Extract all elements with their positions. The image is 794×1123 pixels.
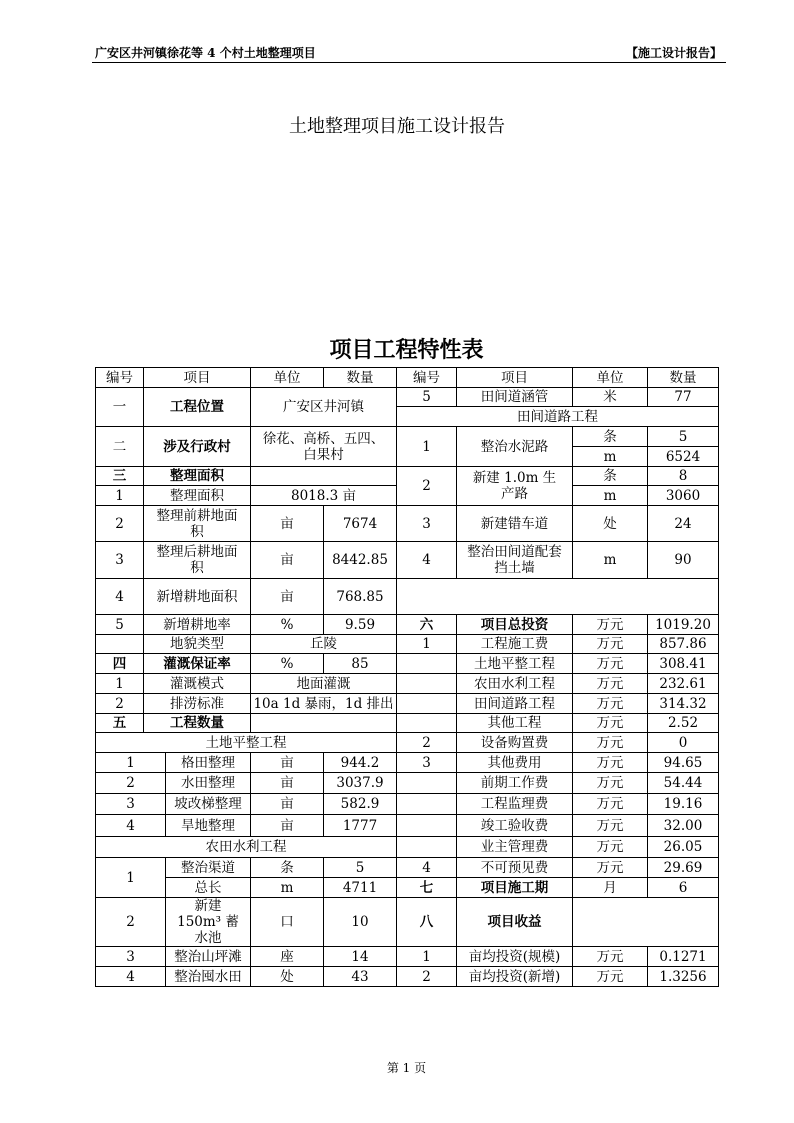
table-cell: 条 xyxy=(573,467,648,486)
table-cell: 1777 xyxy=(324,815,397,837)
table-cell: 整治田间道配套挡土墙 xyxy=(457,542,573,579)
table-row xyxy=(96,733,719,753)
table-cell: 29.69 xyxy=(648,858,719,878)
table-cell: 94.65 xyxy=(648,753,719,773)
table-cell: 丘陵 xyxy=(251,635,397,654)
table-cell: m xyxy=(573,486,648,506)
table-cell: 24 xyxy=(648,506,719,542)
table-cell-empty xyxy=(573,898,719,947)
table-cell: 土地平整工程 xyxy=(457,654,573,674)
table-cell: 14 xyxy=(324,947,397,967)
table-cell: m xyxy=(251,878,324,898)
table-cell: 1 xyxy=(96,674,144,694)
table-cell: 8442.85 xyxy=(324,542,397,579)
table-cell: 项目总投资 xyxy=(457,615,573,635)
table-cell-empty xyxy=(397,694,457,714)
table-cell: 768.85 xyxy=(324,579,397,615)
table-cell: 新建错车道 xyxy=(457,506,573,542)
table-cell-empty xyxy=(397,579,719,615)
table-cell-empty xyxy=(397,773,457,794)
table-cell: 不可预见费 xyxy=(457,858,573,878)
table-cell: 1 xyxy=(96,858,166,898)
table-cell: 五 xyxy=(96,714,144,733)
table-cell-empty xyxy=(96,635,144,654)
table-cell: 水田整理 xyxy=(166,773,251,794)
table-cell: 万元 xyxy=(573,773,648,794)
table-cell: 2 xyxy=(96,898,166,947)
table-header-cell: 数量 xyxy=(324,368,397,388)
table-row xyxy=(96,654,719,674)
table-cell-empty xyxy=(251,714,397,733)
table-cell: 田间道路工程 xyxy=(457,694,573,714)
table-cell: 工程数量 xyxy=(144,714,251,733)
table-row xyxy=(96,388,719,407)
table-cell: 万元 xyxy=(573,694,648,714)
table-cell: 万元 xyxy=(573,815,648,837)
table-cell: 2 xyxy=(96,773,166,794)
table-cell: 整治囤水田 xyxy=(166,967,251,987)
table-row xyxy=(96,878,719,898)
table-cell: 2 xyxy=(96,694,144,714)
table-row xyxy=(96,898,719,947)
table-row xyxy=(96,615,719,635)
table-cell: 2.52 xyxy=(648,714,719,733)
table-cell: 万元 xyxy=(573,794,648,815)
table-row xyxy=(96,542,719,579)
table-cell: 前期工作费 xyxy=(457,773,573,794)
table-cell: 亩 xyxy=(251,815,324,837)
table-row xyxy=(96,794,719,815)
table-cell-empty xyxy=(251,467,397,486)
table-cell: 2 xyxy=(96,506,144,542)
table-cell: 万元 xyxy=(573,615,648,635)
table-header-cell: 编号 xyxy=(397,368,457,388)
table-cell: 4 xyxy=(96,579,144,615)
table-cell: 四 xyxy=(96,654,144,674)
table-header-cell: 项目 xyxy=(457,368,573,388)
table-cell: 处 xyxy=(251,967,324,987)
table-cell: 2 xyxy=(397,967,457,987)
table-cell: 万元 xyxy=(573,967,648,987)
table-cell: 格田整理 xyxy=(166,753,251,773)
table-cell: 排涝标准 xyxy=(144,694,251,714)
table-cell: 10a 1d 暴雨，1d 排出 xyxy=(251,694,397,714)
table-row xyxy=(96,947,719,967)
table-cell: 314.32 xyxy=(648,694,719,714)
table-cell: 308.41 xyxy=(648,654,719,674)
table-row xyxy=(96,506,719,542)
table-cell: 1 xyxy=(397,635,457,654)
table-cell: 85 xyxy=(324,654,397,674)
table-cell: 6 xyxy=(648,878,719,898)
table-cell: 6524 xyxy=(648,447,719,467)
document-title: 土地整理项目施工设计报告 xyxy=(289,116,505,137)
table-cell: 项目施工期 xyxy=(457,878,573,898)
table-cell: 亩 xyxy=(251,506,324,542)
table-header-row xyxy=(96,368,719,388)
table-cell: 口 xyxy=(251,898,324,947)
table-cell: 582.9 xyxy=(324,794,397,815)
table-cell-empty xyxy=(397,837,457,858)
table-cell: 1 xyxy=(397,947,457,967)
table-cell: 万元 xyxy=(573,674,648,694)
table-cell: 4711 xyxy=(324,878,397,898)
table-cell: 工程位置 xyxy=(144,388,251,427)
table-cell: 整治渠道 xyxy=(166,858,251,878)
table-cell: 三 xyxy=(96,467,144,486)
table-cell: 10 xyxy=(324,898,397,947)
table-cell: 7674 xyxy=(324,506,397,542)
table-cell-empty xyxy=(397,654,457,674)
table-cell: 90 xyxy=(648,542,719,579)
table-row xyxy=(96,714,719,733)
running-header xyxy=(92,45,726,63)
table-cell: 54.44 xyxy=(648,773,719,794)
table-cell: m xyxy=(573,447,648,467)
table-cell: 4 xyxy=(96,815,166,837)
table-cell: 整理面积 xyxy=(144,486,251,506)
table-cell: 整治水泥路 xyxy=(457,427,573,467)
table-cell: 亩 xyxy=(251,542,324,579)
table-cell: 0.1271 xyxy=(648,947,719,967)
table-cell: 亩 xyxy=(251,773,324,794)
table-cell: 新建 1.0m 生产路 xyxy=(457,467,573,506)
table-cell: 其他费用 xyxy=(457,753,573,773)
table-cell: 4 xyxy=(96,967,166,987)
table-row xyxy=(96,773,719,794)
table-cell: 灌溉模式 xyxy=(144,674,251,694)
table-cell: 26.05 xyxy=(648,837,719,858)
table-cell-empty xyxy=(397,794,457,815)
table-row xyxy=(96,815,719,837)
table-cell: 32.00 xyxy=(648,815,719,837)
table-header-cell: 单位 xyxy=(573,368,648,388)
table-header-cell: 单位 xyxy=(251,368,324,388)
table-row xyxy=(96,694,719,714)
table-cell: 座 xyxy=(251,947,324,967)
table-cell-empty xyxy=(397,674,457,694)
table-cell: 亩 xyxy=(251,579,324,615)
table-cell: 8018.3 亩 xyxy=(251,486,397,506)
table-cell: 亩均投资(规模) xyxy=(457,947,573,967)
table-cell: 新建 150m³ 蓄水池 xyxy=(166,898,251,947)
table-cell: 2 xyxy=(397,733,457,753)
table-cell: 亩 xyxy=(251,794,324,815)
table-cell: 新增耕地率 xyxy=(144,615,251,635)
table-cell: 灌溉保证率 xyxy=(144,654,251,674)
table-row xyxy=(96,967,719,987)
table-cell: 徐花、高桥、五四、白果村 xyxy=(251,427,397,467)
table-cell: % xyxy=(251,615,324,635)
table-cell: 万元 xyxy=(573,858,648,878)
table-cell: 5 xyxy=(96,615,144,635)
table-cell: 万元 xyxy=(573,753,648,773)
table-cell: 万元 xyxy=(573,733,648,753)
table-cell: 地貌类型 xyxy=(144,635,251,654)
table-cell: 944.2 xyxy=(324,753,397,773)
table-cell: 3 xyxy=(96,794,166,815)
table-section-cell: 农田水利工程 xyxy=(96,837,397,858)
table-cell: 工程施工费 xyxy=(457,635,573,654)
table-cell: 处 xyxy=(573,506,648,542)
table-cell: 万元 xyxy=(573,635,648,654)
table-cell: 涉及行政村 xyxy=(144,427,251,467)
table-row xyxy=(96,635,719,654)
table-cell: 米 xyxy=(573,388,648,407)
table-cell: 二 xyxy=(96,427,144,467)
table-cell: 项目收益 xyxy=(457,898,573,947)
table-header-cell: 数量 xyxy=(648,368,719,388)
table-cell-empty xyxy=(397,815,457,837)
table-cell: 857.86 xyxy=(648,635,719,654)
table-section-cell: 田间道路工程 xyxy=(397,407,719,427)
table-cell: 其他工程 xyxy=(457,714,573,733)
table-cell: 亩均投资(新增) xyxy=(457,967,573,987)
table-cell: 工程监理费 xyxy=(457,794,573,815)
table-cell: 亩 xyxy=(251,753,324,773)
table-cell: 设备购置费 xyxy=(457,733,573,753)
table-cell: 3 xyxy=(397,506,457,542)
table-row xyxy=(96,674,719,694)
table-cell: 月 xyxy=(573,878,648,898)
table-cell: 5 xyxy=(324,858,397,878)
table-cell: 5 xyxy=(397,388,457,407)
table-cell: 0 xyxy=(648,733,719,753)
table-cell: 2 xyxy=(397,467,457,506)
table-cell: 1019.20 xyxy=(648,615,719,635)
table-cell: 竣工验收费 xyxy=(457,815,573,837)
table-cell: 广安区井河镇 xyxy=(251,388,397,427)
table-cell: 万元 xyxy=(573,714,648,733)
table-cell: 1 xyxy=(397,427,457,467)
table-cell: 整理前耕地面积 xyxy=(144,506,251,542)
table-cell: 八 xyxy=(397,898,457,947)
table-cell: 地面灌溉 xyxy=(251,674,397,694)
table-row xyxy=(96,753,719,773)
table-cell: 田间道涵管 xyxy=(457,388,573,407)
table-cell: 条 xyxy=(251,858,324,878)
table-cell: 业主管理费 xyxy=(457,837,573,858)
table-cell: 条 xyxy=(573,427,648,447)
table-cell: 整理面积 xyxy=(144,467,251,486)
table-cell: 整理后耕地面积 xyxy=(144,542,251,579)
table-cell: 旱地整理 xyxy=(166,815,251,837)
table-cell: 1 xyxy=(96,753,166,773)
table-header-cell: 编号 xyxy=(96,368,144,388)
page-number: 第 1 页 xyxy=(386,1061,427,1075)
table-cell: 1.3256 xyxy=(648,967,719,987)
table-cell: % xyxy=(251,654,324,674)
table-cell: 农田水利工程 xyxy=(457,674,573,694)
table-row xyxy=(96,858,719,878)
table-cell: 一 xyxy=(96,388,144,427)
table-cell: 4 xyxy=(397,858,457,878)
table-cell: 3 xyxy=(96,542,144,579)
header-project-name: 广安区井河镇徐花等 4 个村土地整理项目 xyxy=(95,46,316,60)
table-cell: 万元 xyxy=(573,947,648,967)
table-cell: 4 xyxy=(397,542,457,579)
table-cell: 坡改梯整理 xyxy=(166,794,251,815)
table-cell-empty xyxy=(397,714,457,733)
table-cell: 77 xyxy=(648,388,719,407)
table-row xyxy=(96,579,719,615)
table-cell: 19.16 xyxy=(648,794,719,815)
table-row xyxy=(96,837,719,858)
table-cell: 232.61 xyxy=(648,674,719,694)
table-cell: m xyxy=(573,542,648,579)
table-row xyxy=(96,467,719,486)
table-section-cell: 土地平整工程 xyxy=(96,733,397,753)
table-cell: 总长 xyxy=(166,878,251,898)
table-caption: 项目工程特性表 xyxy=(329,337,484,363)
header-report-type: 【施工设计报告】 xyxy=(625,46,722,60)
table-header-cell: 项目 xyxy=(144,368,251,388)
table-cell: 3060 xyxy=(648,486,719,506)
table-cell: 8 xyxy=(648,467,719,486)
table-cell: 43 xyxy=(324,967,397,987)
table-cell: 整治山坪滩 xyxy=(166,947,251,967)
table-cell: 3037.9 xyxy=(324,773,397,794)
table-cell: 9.59 xyxy=(324,615,397,635)
table-cell: 3 xyxy=(96,947,166,967)
table-cell: 六 xyxy=(397,615,457,635)
table-cell: 1 xyxy=(96,486,144,506)
table-cell: 5 xyxy=(648,427,719,447)
table-cell: 3 xyxy=(397,753,457,773)
table-cell: 七 xyxy=(397,878,457,898)
table-cell: 万元 xyxy=(573,654,648,674)
table-cell: 万元 xyxy=(573,837,648,858)
project-spec-table xyxy=(95,367,719,987)
table-row xyxy=(96,427,719,447)
table-cell: 新增耕地面积 xyxy=(144,579,251,615)
